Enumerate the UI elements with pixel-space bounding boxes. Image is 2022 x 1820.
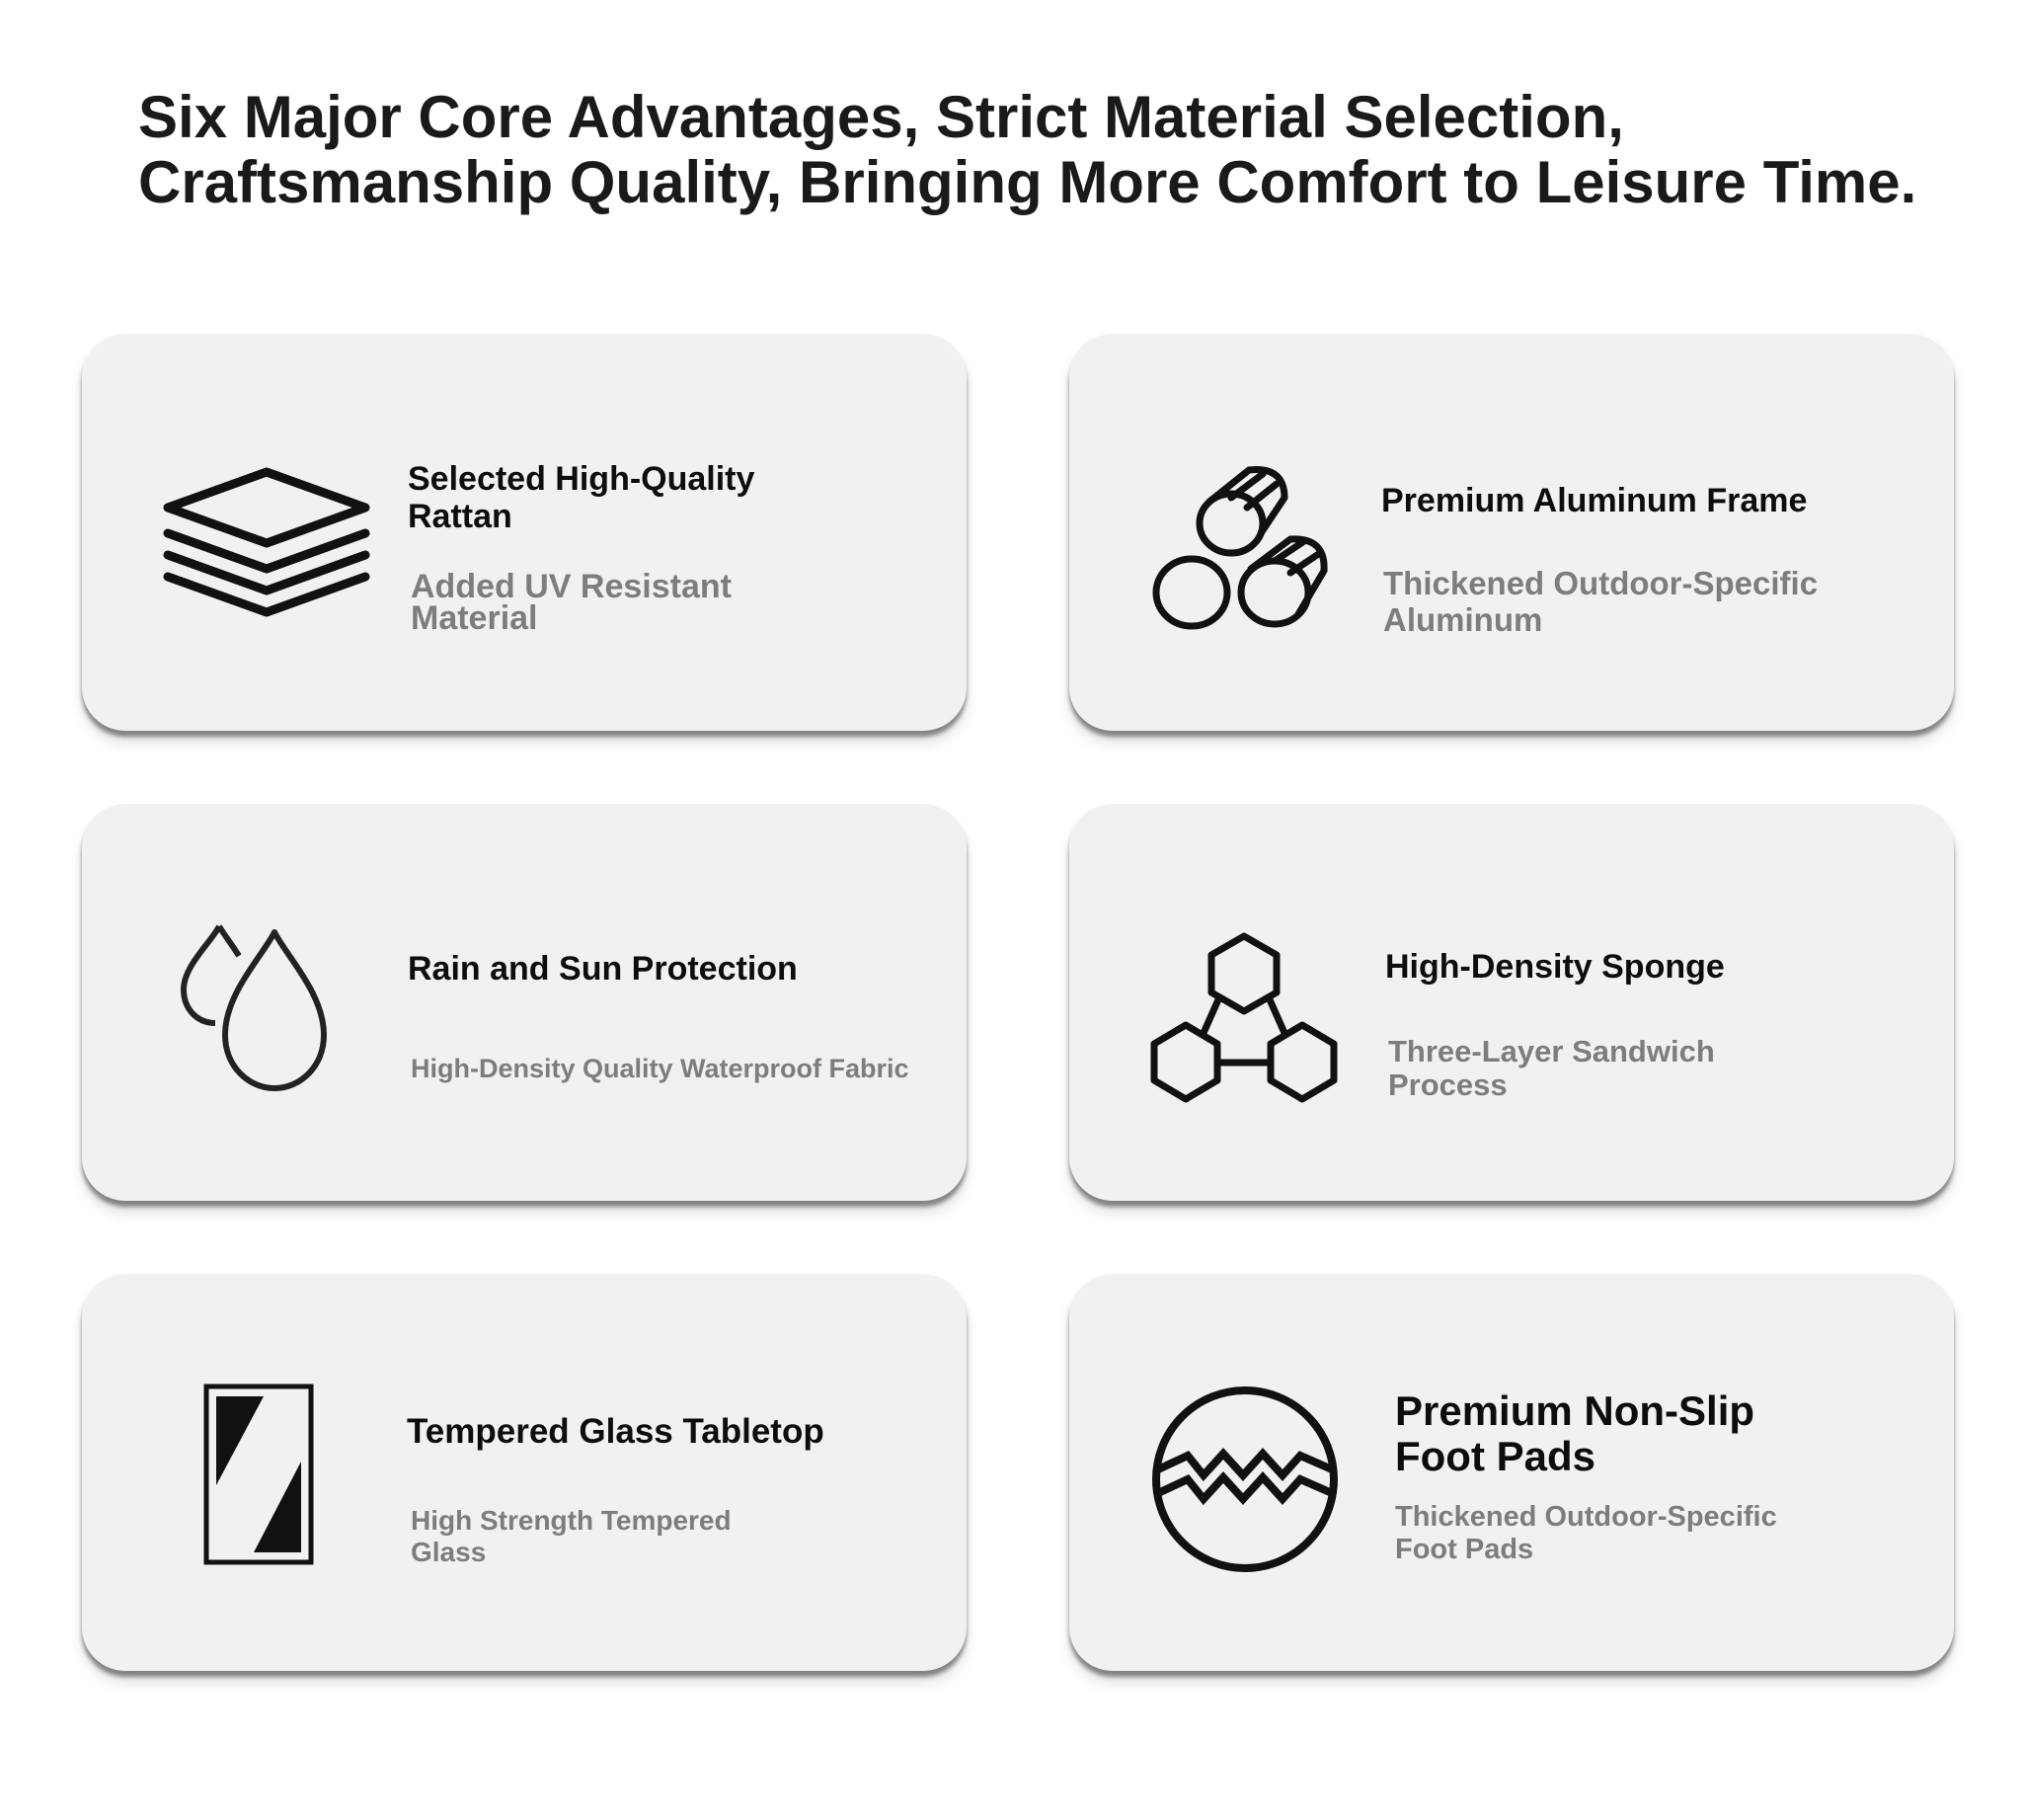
cropped-heading-strokes: [168, 0, 1076, 8]
feature-title: Premium Aluminum Frame: [1381, 482, 1808, 519]
feature-description: Three-Layer Sandwich Process: [1388, 1034, 1715, 1102]
feature-card-rattan: [82, 334, 967, 731]
glass-panel-icon: [202, 1383, 315, 1566]
page-headline: [138, 85, 1915, 215]
feature-title: Rain and Sun Protection: [408, 950, 798, 988]
non-slip-icon: [1148, 1383, 1342, 1576]
hexagon-molecule-icon: [1150, 930, 1338, 1106]
feature-description: Thickened Outdoor-Specific Aluminum: [1383, 565, 1819, 638]
feature-card-aluminum: [1069, 334, 1954, 731]
aluminum-tubes-icon: [1150, 458, 1354, 632]
feature-card-foot-pads: [1069, 1274, 1954, 1671]
feature-title: Selected High-Quality Rattan: [408, 460, 755, 535]
feature-title: Premium Non-Slip Foot Pads: [1395, 1387, 1755, 1479]
feature-description: High Strength Tempered Glass: [411, 1505, 732, 1567]
layers-icon: [158, 462, 375, 630]
feature-card-sponge: [1069, 804, 1954, 1201]
feature-description: High-Density Quality Waterproof Fabric: [411, 1054, 909, 1083]
feature-description: Thickened Outdoor-Specific Foot Pads: [1395, 1501, 1777, 1565]
feature-description: Added UV Resistant Material: [411, 568, 732, 637]
feature-card-protection: [82, 804, 967, 1201]
headline-line-1: Six Major Core Advantages, Strict Material Selection,: [138, 84, 1624, 150]
cropped-heading-fragment: [168, 0, 1076, 8]
feature-title: Tempered Glass Tabletop: [407, 1412, 824, 1451]
headline-line-2: Craftsmanship Quality, Bringing More Comfort to Leisure Time.: [138, 149, 1917, 215]
feature-title: High-Density Sponge: [1385, 948, 1725, 986]
water-drops-icon: [176, 920, 334, 1094]
feature-card-glass: [82, 1274, 967, 1671]
